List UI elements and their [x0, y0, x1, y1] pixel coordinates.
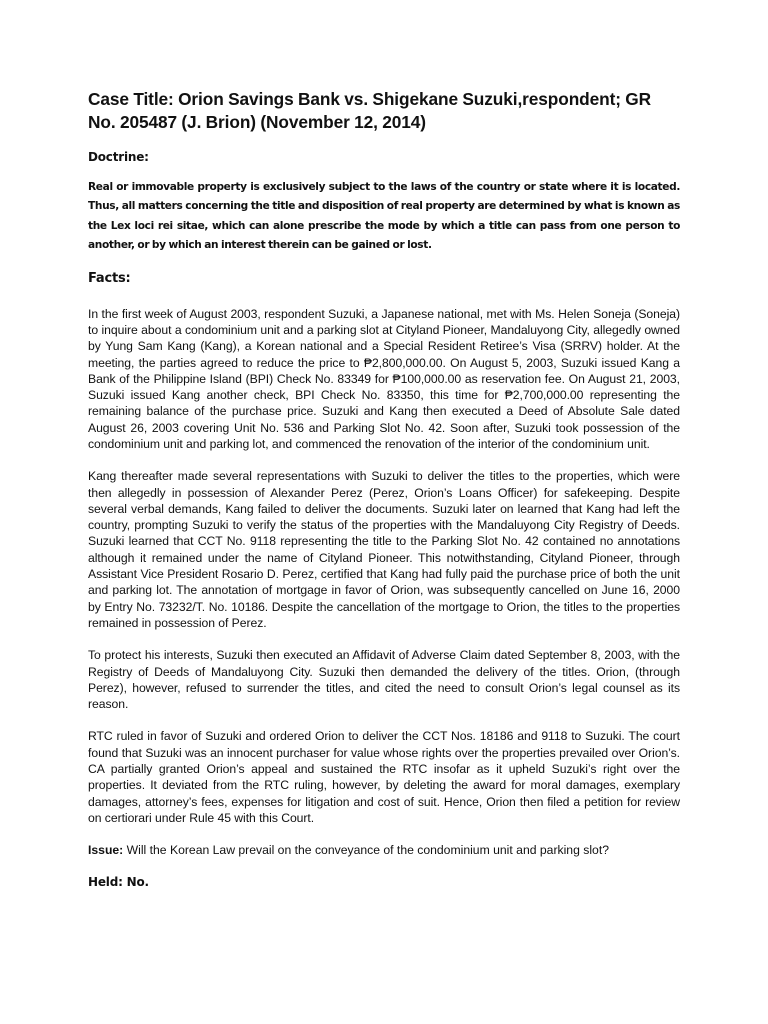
issue-text: Will the Korean Law prevail on the conveyance of the condominium unit and parking slot?: [123, 843, 609, 858]
facts-paragraph-2: Kang thereafter made several representations with Suzuki to deliver the titles to the properties, which were then allegedly in possession of Alexander Perez (Perez, Orion’s Loans Officer) for safekeeping. Despite several verbal demands, Kang failed to deliver the documents. Suzuki later on learned that Kang had left the country, prompting Suzuki to verify the status of the properties with the Mandaluyong City Registry of Deeds. Suzuki learned that CCT No. 9118 representing the title to the Parking Slot No. 42 contained no annotations although it remained under the name of Cityland Pioneer. This notwithstanding, Cityland Pioneer, through Assistant Vice President Rosario D. Perez, certified that Kang had fully paid the purchase price of both the unit and parking lot. The annotation of mortgage in favor of Orion, was subsequently cancelled on June 16, 2000 by Entry No. 73232/T. No. 10186. Despite the cancellation of the mortgage to Orion, the titles to the properties remained in possession of Perez.: [88, 469, 680, 630]
doctrine-text: Real or immovable property is exclusively subject to the laws of the country or state where it is located. Thus, all matters concerning the title and disposition of real property are determined by what is known as the Lex loci rei sitae, which can alone prescribe the mode by which a title can pass from one person to another, or by which an interest therein can be gained or lost.: [88, 181, 680, 252]
facts-paragraph-3: To protect his interests, Suzuki then executed an Affidavit of Adverse Claim dated September 8, 2003, with the Registry of Deeds of Mandaluyong City. Suzuki then demanded the delivery of the titles. Orion, (through Perez), however, refused to surrender the titles, and cited the need to consult Orion’s legal counsel as its reason.: [88, 648, 680, 712]
issue-line: [88, 842, 680, 858]
facts-paragraph-4: RTC ruled in favor of Suzuki and ordered Orion to deliver the CCT Nos. 18186 and 9118 to Suzuki. The court found that Suzuki was an innocent purchaser for value whose rights over the properties prevailed over Orion’s. CA partially granted Orion’s appeal and sustained the RTC insofar as it upheld Suzuki’s right over the properties. It deviated from the RTC ruling, however, by deleting the award for moral damages, exemplary damages, attorney’s fees, expenses for litigation and cost of suit. Hence, Orion then filed a petition for review on certiorari under Rule 45 with this Court.: [88, 729, 680, 825]
facts-paragraph-1: In the first week of August 2003, respondent Suzuki, a Japanese national, met with Ms. Helen Soneja (Soneja) to inquire about a condominium unit and a parking slot at Cityland Pioneer, Mandaluyong City, allegedly owned by Yung Sam Kang (Kang), a Korean national and a Special Resident Retiree’s Visa (SRRV) holder. At the meeting, the parties agreed to reduce the price to ₱2,800,000.00. On August 5, 2003, Suzuki issued Kang a Bank of the Philippine Island (BPI) Check No. 83349 for ₱100,000.00 as reservation fee. On August 21, 2003, Suzuki issued Kang another check, BPI Check No. 83350, this time for ₱2,700,000.00 representing the remaining balance of the purchase price. Suzuki and Kang then executed a Deed of Absolute Sale dated August 26, 2003 covering Unit No. 536 and Parking Slot No. 42. Soon after, Suzuki took possession of the condominium unit and parking lot, and commenced the renovation of the interior of the condominium unit.: [88, 306, 680, 451]
doctrine-label: Doctrine:: [88, 150, 149, 164]
issue-label: Issue:: [88, 843, 124, 858]
held-line: Held: No.: [88, 874, 149, 889]
document-page: [88, 88, 680, 891]
facts-label: Facts:: [88, 270, 131, 286]
case-title: Case Title: Orion Savings Bank vs. Shigekane Suzuki,respondent; GR No. 205487 (J. Brion) (November 12, 2014): [88, 89, 652, 132]
